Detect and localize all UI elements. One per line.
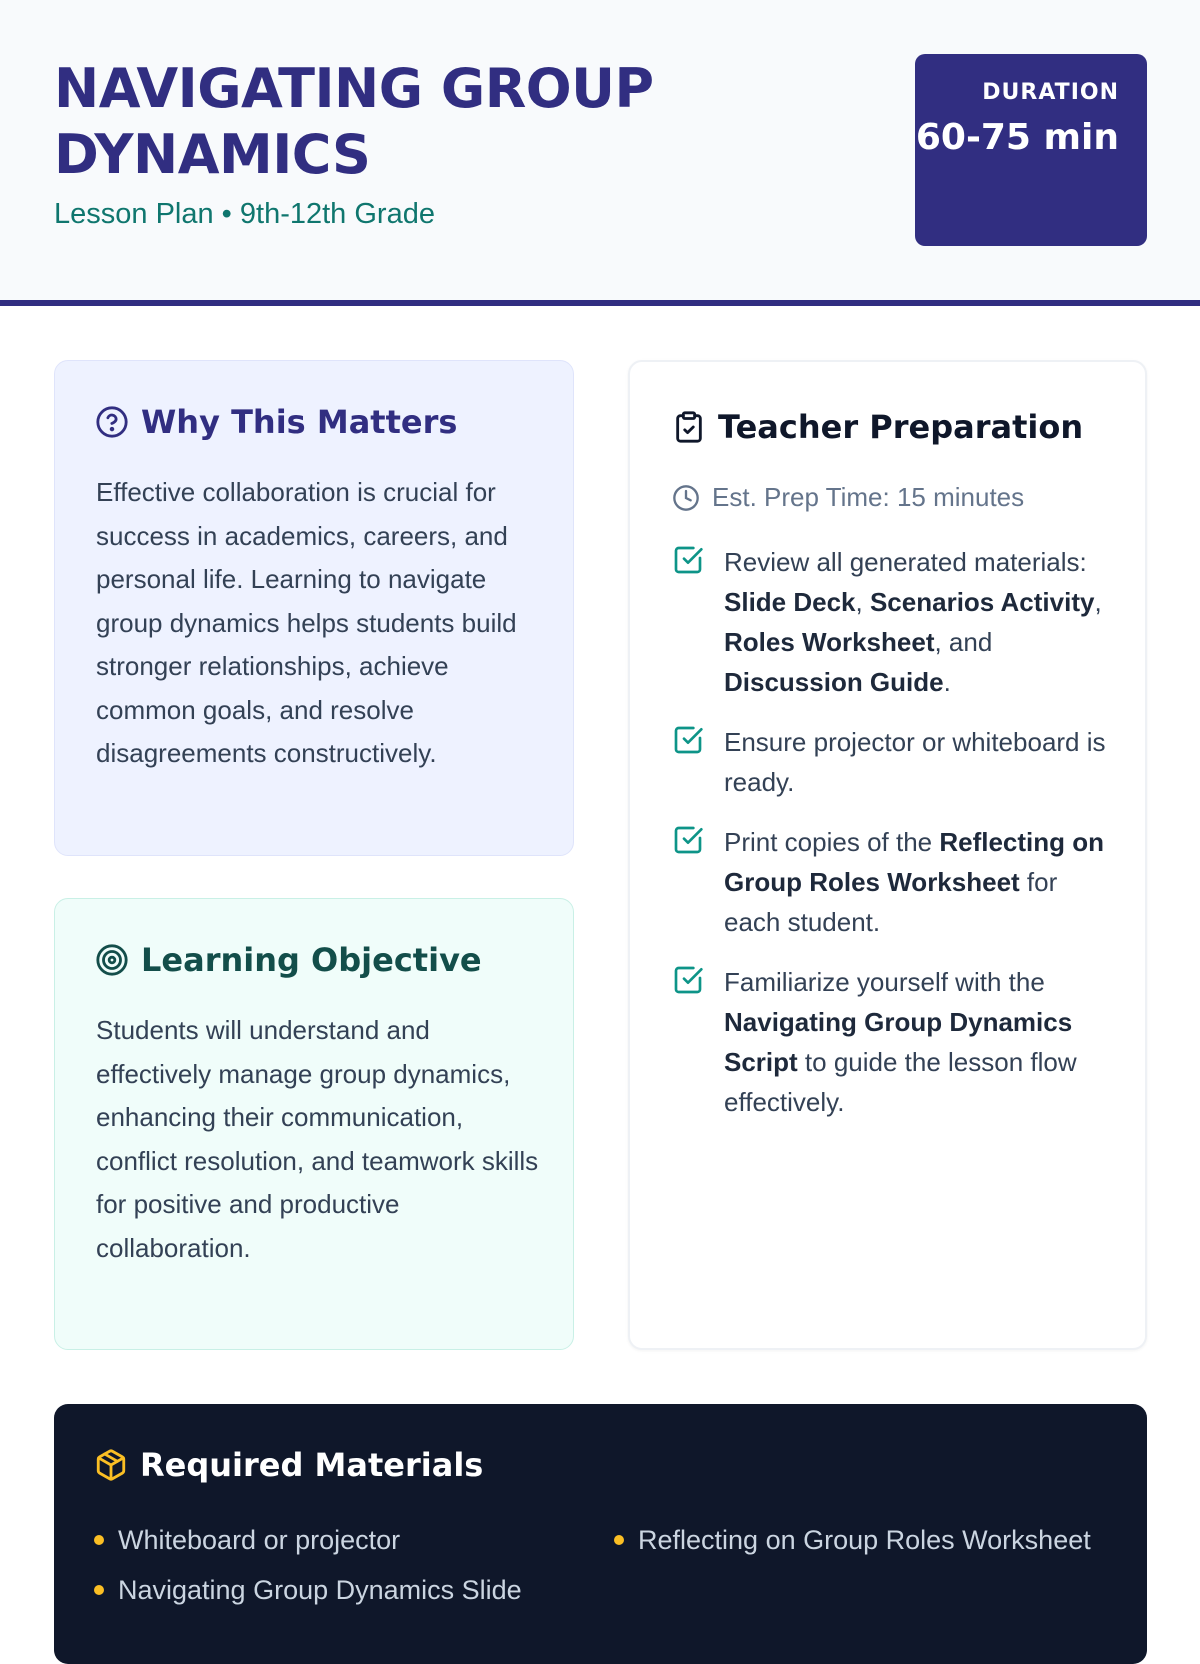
checkbox-checked-icon [672, 544, 704, 576]
learning-objective-card [54, 898, 574, 1350]
prep-item-fragment: for each student. [724, 867, 1058, 937]
objective-body: Students will understand and effectively manage group dynamics, enhancing their communication, conflict resolution, and teamwork skills for positive and productive collaboration. [96, 1015, 539, 1263]
prep-item-fragment: to guide the lesson flow effectively. [724, 1047, 1077, 1117]
lesson-title: NAVIGATING GROUP DYNAMICS [54, 57, 654, 186]
material-item: Reflecting on Group Roles Worksheet [614, 1520, 1094, 1560]
why-heading: Why This Matters [141, 403, 458, 441]
prep-checklist-item [672, 822, 1112, 942]
prep-heading: Teacher Preparation [718, 408, 1084, 446]
why-header [95, 403, 457, 441]
clipboard-check-icon [672, 410, 706, 444]
prep-header [672, 408, 1083, 446]
duration-badge [915, 54, 1147, 246]
prep-checklist [672, 542, 1112, 1142]
material-item: Whiteboard or projector [94, 1520, 554, 1560]
duration-value: 60-75 min [915, 117, 1119, 158]
prep-time [672, 482, 1024, 513]
prep-checklist-item [672, 542, 1112, 702]
prep-item-highlight: Discussion Guide [724, 667, 944, 697]
prep-checklist-item [672, 962, 1112, 1122]
clock-icon [672, 484, 700, 512]
prep-item-fragment: Ensure projector or whiteboard is ready. [724, 727, 1106, 797]
checkbox-checked-icon [672, 824, 704, 856]
prep-item-highlight: Slide Deck [724, 587, 856, 617]
prep-item-fragment: Familiarize yourself with the [724, 967, 1045, 997]
required-materials-card [54, 1404, 1147, 1664]
why-body: Effective collaboration is crucial for success in academics, careers, and personal life. Learning to navigate group dynamics helps students build stronger relationships, achieve common goals, and resolve disagreements constructively. [96, 477, 517, 768]
lesson-subtitle: Lesson Plan • 9th-12th Grade [54, 198, 435, 230]
package-icon [94, 1448, 128, 1482]
prep-item-highlight: Reflecting on Group Roles Worksheet [724, 827, 1105, 897]
duration-label: DURATION [982, 80, 1119, 105]
prep-item-fragment: Review all generated materials: [724, 547, 1087, 577]
target-icon [95, 943, 129, 977]
prep-item-text [724, 542, 1112, 702]
materials-list-left [94, 1520, 554, 1620]
materials-list-right [614, 1520, 1094, 1570]
prep-item-highlight: Navigating Group Dynamics Script [724, 1007, 1073, 1077]
prep-item-highlight: Scenarios Activity [869, 587, 1095, 617]
prep-item-fragment: Print copies of the [724, 827, 940, 857]
material-item: Navigating Group Dynamics Slide [94, 1570, 554, 1610]
prep-item-fragment: . [943, 667, 951, 697]
prep-checklist-item [672, 722, 1112, 802]
prep-item-highlight: Roles Worksheet [724, 627, 935, 657]
question-circle-icon [95, 405, 129, 439]
objective-header [95, 941, 482, 979]
prep-item-text [724, 962, 1112, 1122]
objective-heading: Learning Objective [141, 941, 482, 979]
materials-heading: Required Materials [140, 1446, 484, 1484]
prep-item-text [724, 722, 1112, 802]
materials-header [94, 1446, 483, 1484]
teacher-preparation-card [628, 360, 1147, 1350]
prep-item-fragment: , [855, 587, 870, 617]
why-this-matters-card [54, 360, 574, 856]
prep-item-fragment: , and [934, 627, 993, 657]
checkbox-checked-icon [672, 964, 704, 996]
checkbox-checked-icon [672, 724, 704, 756]
header [0, 0, 1200, 306]
prep-item-text [724, 822, 1112, 942]
prep-item-fragment: , [1094, 587, 1102, 617]
prep-time-text: Est. Prep Time: 15 minutes [712, 482, 1025, 512]
